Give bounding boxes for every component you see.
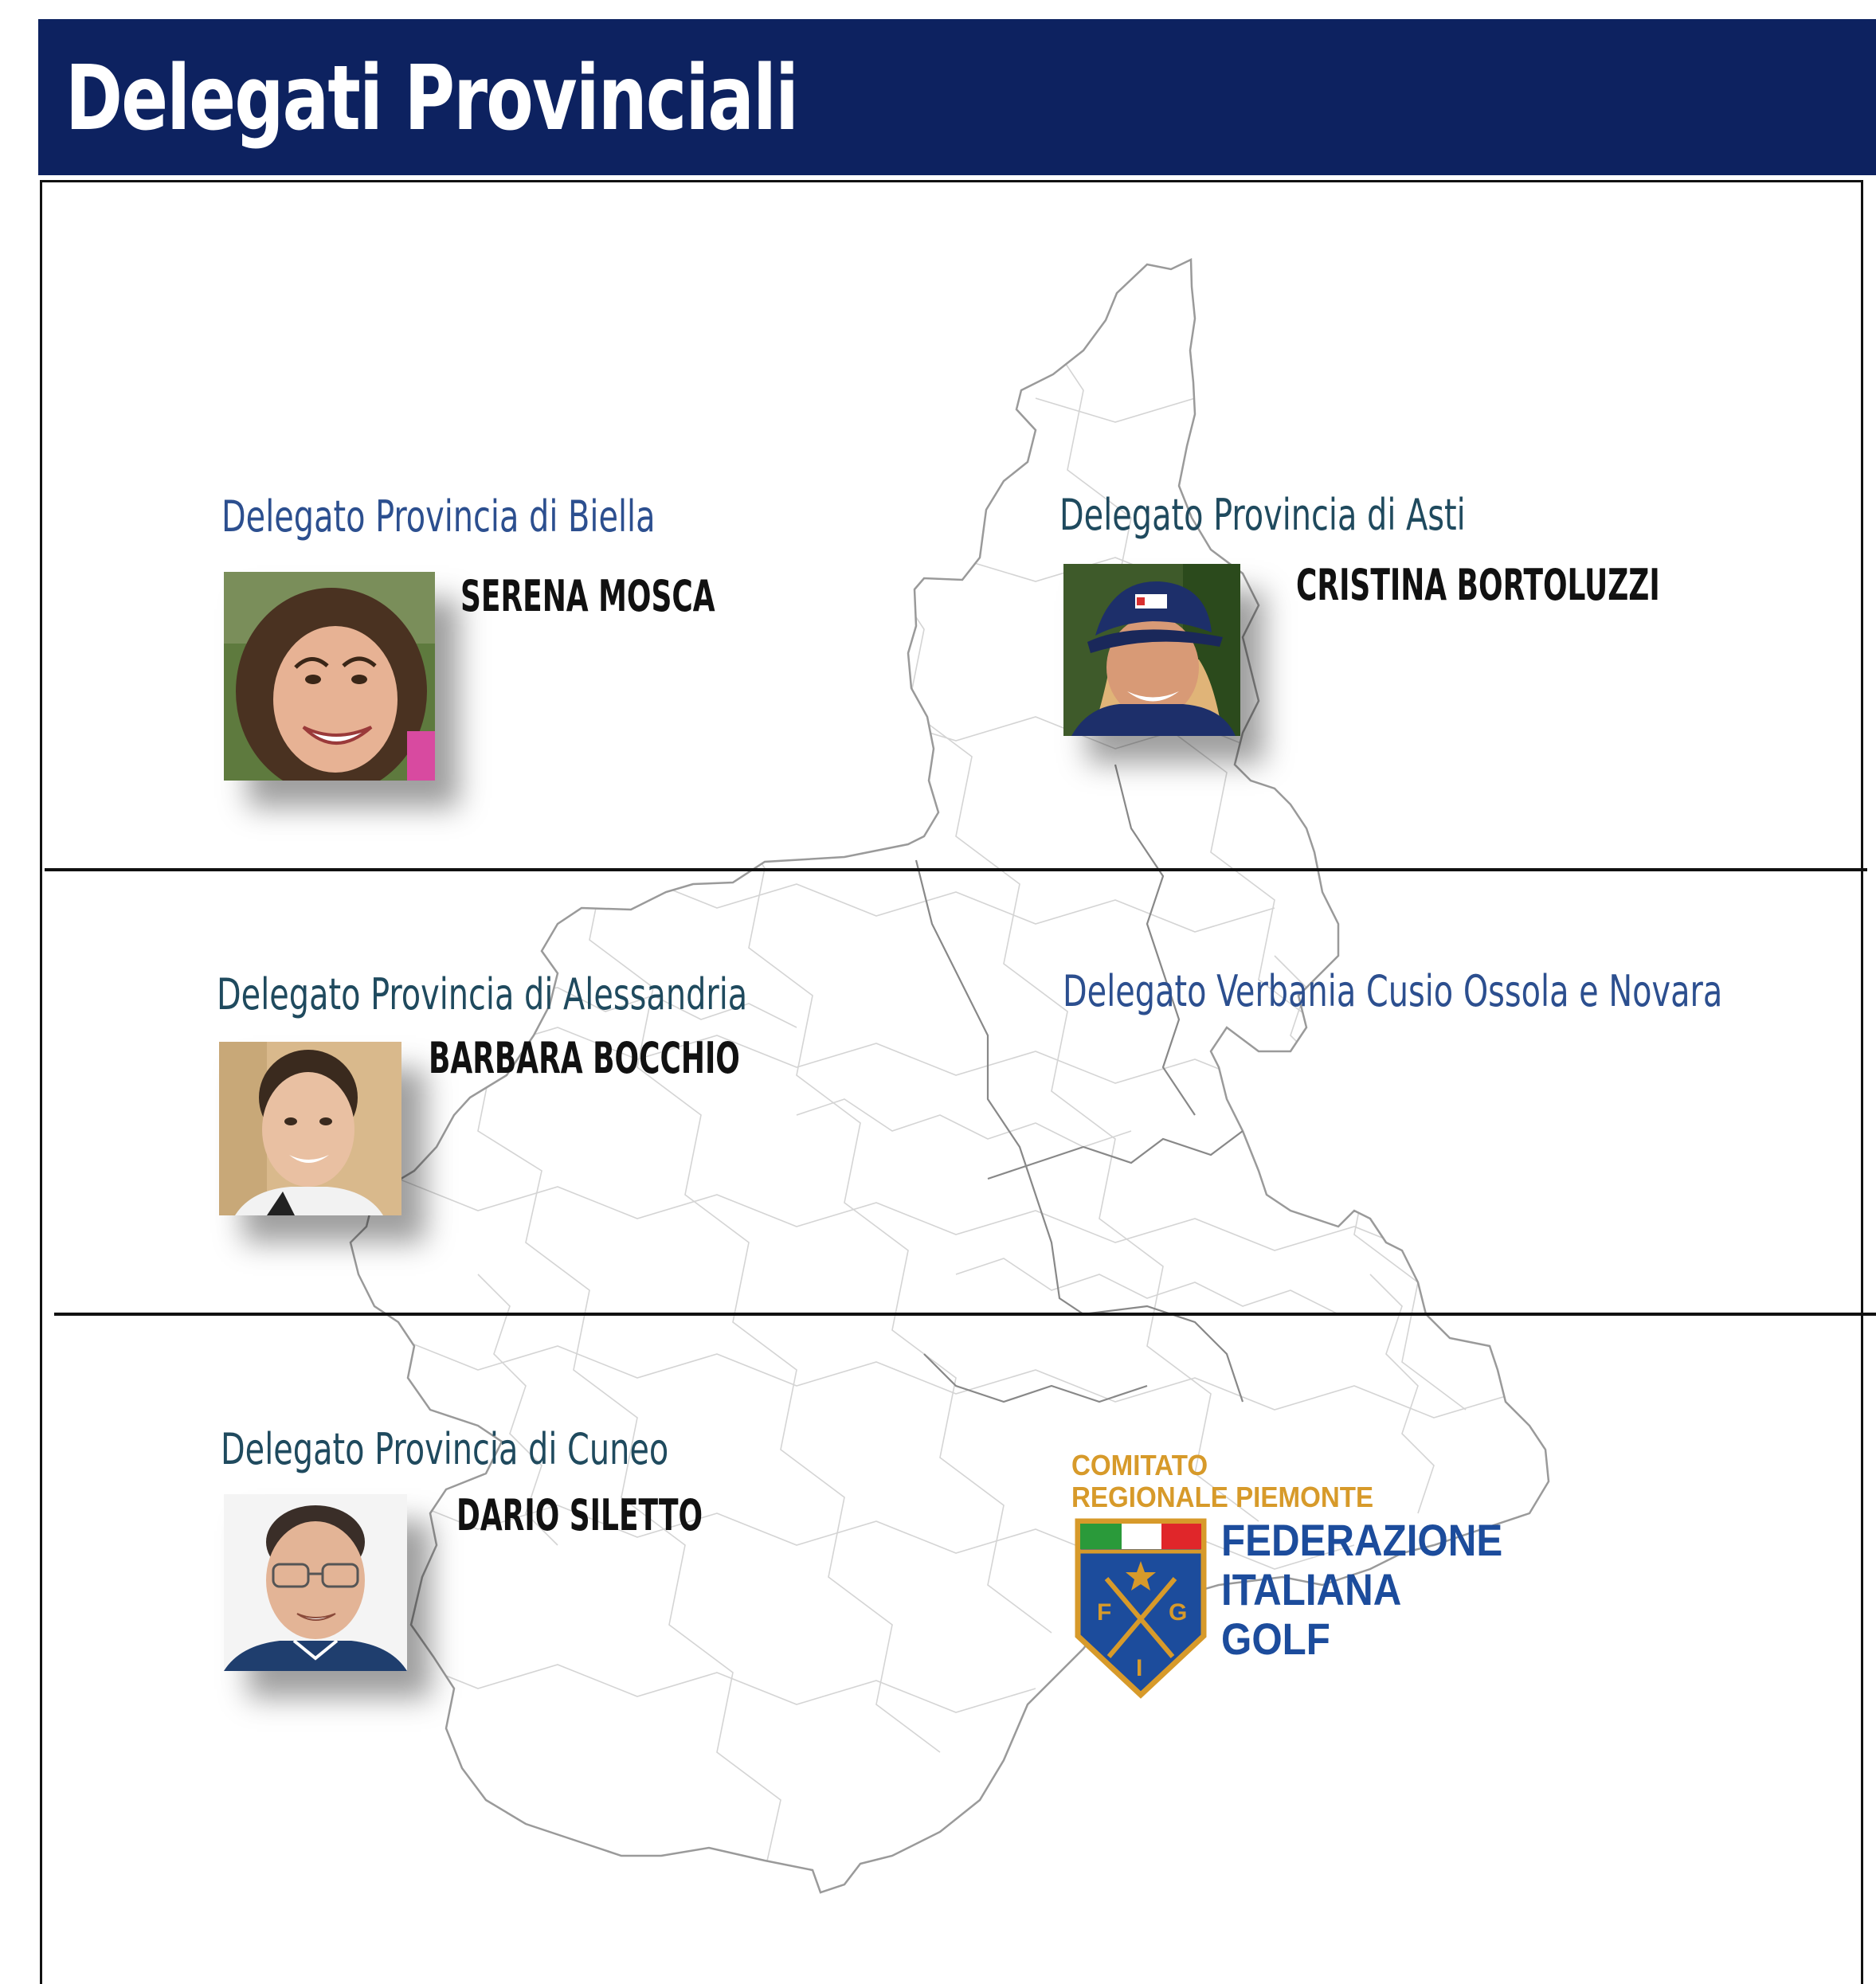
- shield-letter-i: I: [1136, 1655, 1143, 1681]
- shield-letter-f: F: [1097, 1599, 1112, 1626]
- delegate-photo-biella: [224, 572, 435, 781]
- logo-federation-line2: ITALIANA: [1221, 1564, 1402, 1614]
- federazione-italiana-golf-logo: [1071, 1448, 1502, 1703]
- delegate-name-asti: CRISTINA BORTOLUZZI: [1296, 560, 1660, 610]
- delegate-name-cuneo: DARIO SILETTO: [456, 1490, 703, 1540]
- delegate-name-alessandria: BARBARA BOCCHIO: [429, 1033, 740, 1083]
- fig-shield-icon: [1073, 1516, 1208, 1700]
- logo-committee-line2: REGIONALE PIEMONTE: [1071, 1481, 1374, 1513]
- shield-letter-g: G: [1169, 1599, 1188, 1626]
- page-title: Delegati Provinciali: [65, 47, 798, 151]
- delegate-role-cuneo: Delegato Provincia di Cuneo: [221, 1424, 669, 1474]
- section-divider: [54, 1313, 1876, 1316]
- woman-portrait-photo-icon: [224, 572, 435, 781]
- delegate-role-verbania-novara: Delegato Verbania Cusio Ossola e Novara: [1063, 966, 1723, 1016]
- delegate-photo-asti: [1063, 564, 1240, 736]
- delegate-name-biella: SERENA MOSCA: [460, 571, 715, 621]
- delegate-role-asti: Delegato Provincia di Asti: [1059, 490, 1466, 540]
- woman-portrait-photo-icon: [219, 1042, 401, 1215]
- logo-federation-line1: FEDERAZIONE: [1221, 1515, 1503, 1565]
- man-with-glasses-portrait-photo-icon: [224, 1494, 407, 1671]
- logo-federation-line3: GOLF: [1221, 1614, 1330, 1664]
- delegate-role-alessandria: Delegato Provincia di Alessandria: [217, 969, 748, 1019]
- section-divider: [45, 868, 1867, 871]
- delegate-photo-cuneo: [224, 1494, 407, 1671]
- logo-committee-line1: COMITATO: [1071, 1449, 1208, 1481]
- delegate-role-biella: Delegato Provincia di Biella: [221, 491, 656, 542]
- delegate-photo-alessandria: [219, 1042, 401, 1215]
- woman-with-cap-portrait-photo-icon: [1063, 564, 1240, 736]
